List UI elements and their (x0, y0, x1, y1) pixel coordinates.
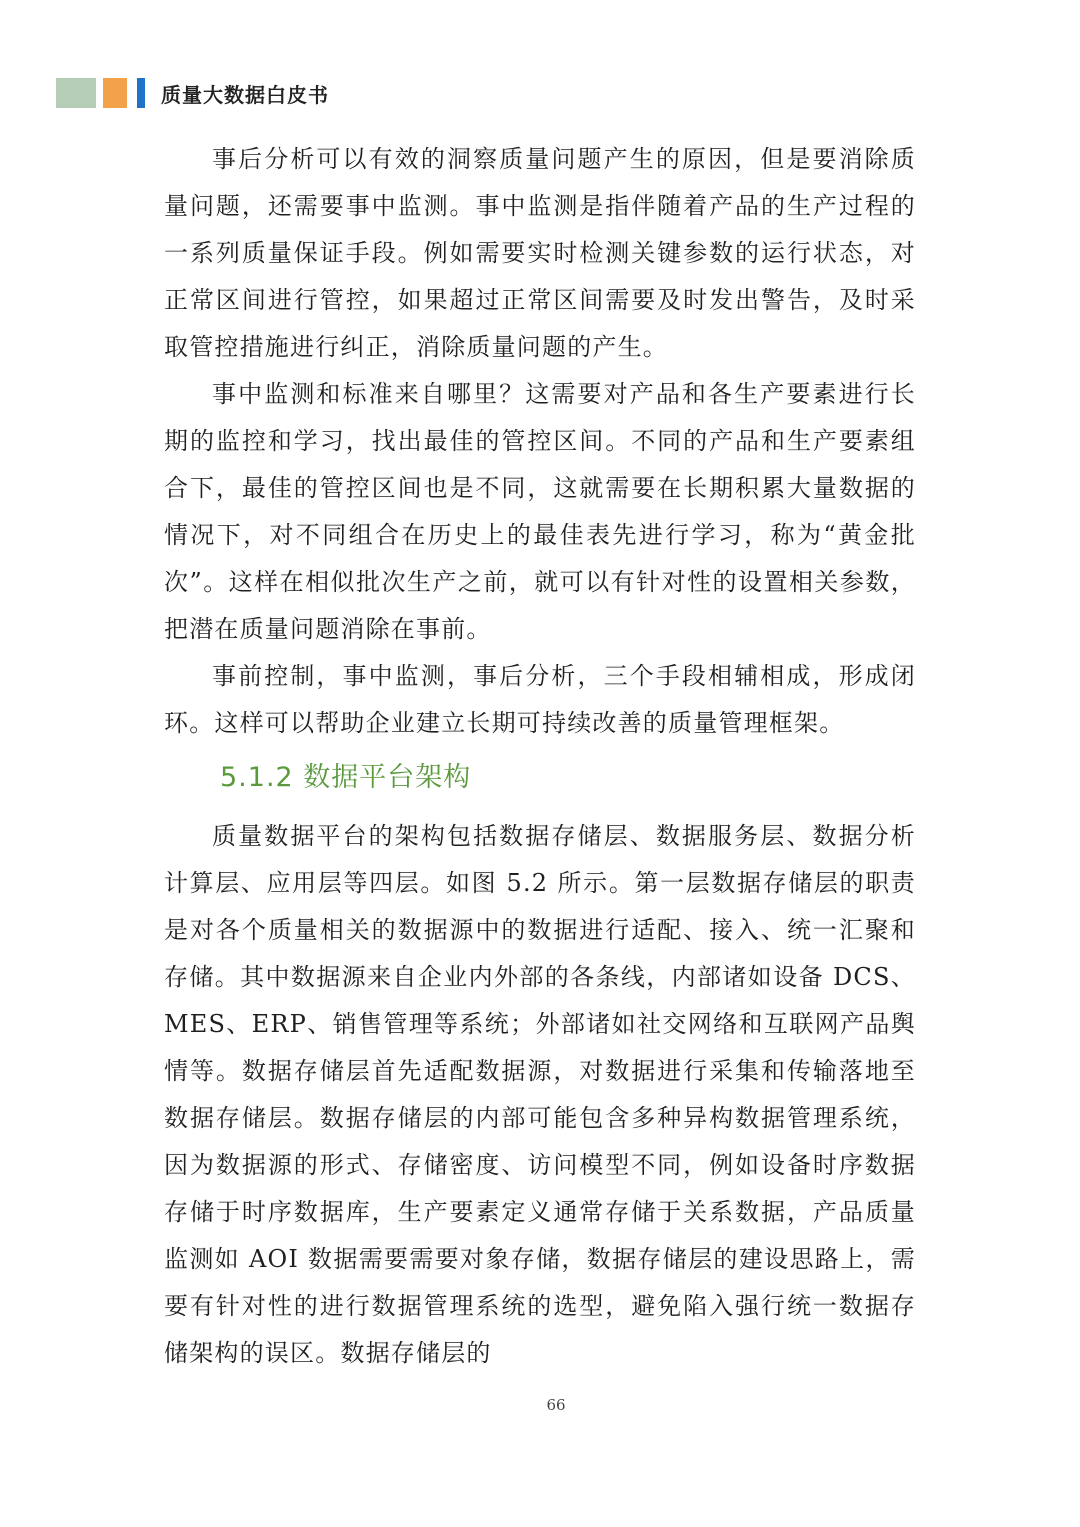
paragraph-post-analysis: 事后分析可以有效的洞察质量问题产生的原因，但是要消除质量问题，还需要事中监测。事中监测是指伴随着产品的生产过程的一系列质量保证手段。例如需要实时检测关键参数的运行状态，对正常区间进行管控，如果超过正常区间需要及时发出警告，及时采取管控措施进行纠正，消除质量问题的产生。 (164, 145, 916, 361)
page-content (164, 136, 916, 1377)
header-orange-block (103, 78, 127, 108)
header-green-block (56, 78, 96, 108)
paragraph-platform-architecture: 质量数据平台的架构包括数据存储层、数据服务层、数据分析计算层、应用层等四层。如图 5.2 所示。第一层数据存储层的职责是对各个质量相关的数据源中的数据进行适配、接入、统一汇聚和存储。其中数据源来自企业内外部的各条线，内部诸如设备 DCS、MES、ERP、销售管理等系统；外部诸如社交网络和互联网产品舆情等。数据存储层首先适配数据源，对数据进行采集和传输落地至数据存储层。数据存储层的内部可能包含多种异构数据管理系统，因为数据源的形式、存储密度、访问模型不同，例如设备时序数据存储于时序数据库，生产要素定义通常存储于关系数据，产品质量监测如 AOI 数据需要需要对象存储，数据存储层的建设思路上，需要有针对性的进行数据管理系统的选型，避免陷入强行统一数据存储架构的误区。数据存储层的 (164, 822, 916, 1367)
paragraph-closed-loop: 事前控制，事中监测，事后分析，三个手段相辅相成，形成闭环。这样可以帮助企业建立长期可持续改善的质量管理框架。 (164, 662, 916, 737)
header-blue-bar (137, 78, 145, 108)
header-title: 质量大数据白皮书 (161, 82, 329, 107)
section-heading: 5.1.2 数据平台架构 (220, 762, 472, 793)
page-header (56, 78, 329, 108)
page-number: 66 (546, 1396, 566, 1414)
paragraph-monitoring-standard: 事中监测和标准来自哪里？这需要对产品和各生产要素进行长期的监控和学习，找出最佳的管控区间。不同的产品和生产要素组合下，最佳的管控区间也是不同，这就需要在长期积累大量数据的情况下，对不同组合在历史上的最佳表先进行学习，称为“黄金批次”。这样在相似批次生产之前，就可以有针对性的设置相关参数，把潜在质量问题消除在事前。 (164, 380, 916, 643)
